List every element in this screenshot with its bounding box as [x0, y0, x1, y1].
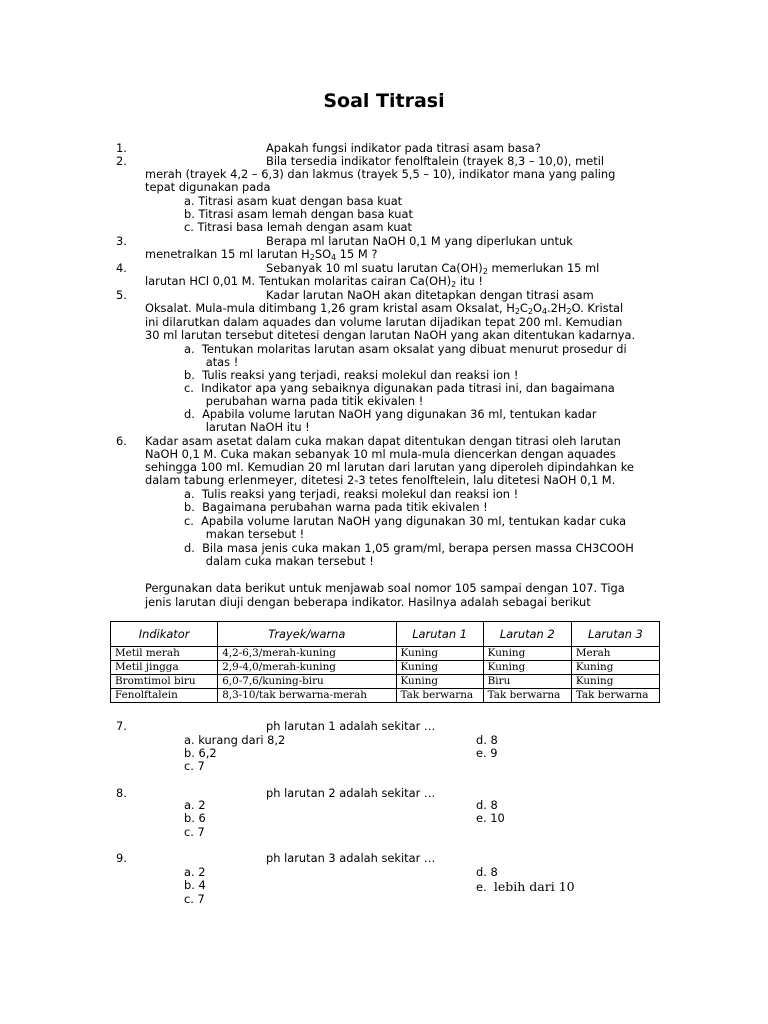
option-b: b. Bagaimana perubahan warna pada titik ekivalen !	[184, 500, 488, 514]
question-number: 3.	[116, 234, 127, 248]
option-d: d. Bila masa jenis cuka makan 1,05 gram/ml, berapa persen massa CH3COOH	[184, 541, 634, 555]
table-row	[111, 689, 660, 703]
table-cell: Kuning	[483, 661, 571, 675]
question-text: Bila tersedia indikator fenolftalein (trayek 8,3 – 10,0), metil	[266, 154, 605, 168]
question-text: Kadar asam asetat dalam cuka makan dapat ditentukan dengan titrasi oleh larutan	[145, 434, 621, 448]
table-cell: Kuning	[396, 675, 483, 689]
column-header: Larutan 1	[396, 622, 483, 647]
table-cell: Kuning	[571, 661, 659, 675]
option-a: a. 2	[184, 798, 206, 812]
question-text: ph larutan 2 adalah sekitar …	[266, 786, 436, 800]
question-text: Kadar larutan NaOH akan ditetapkan dengan titrasi asam	[266, 288, 594, 302]
option-a: a. Titrasi asam kuat dengan basa kuat	[184, 194, 403, 208]
question-number: 4.	[116, 261, 127, 275]
table-cell: Kuning	[483, 647, 571, 661]
table-cell: Kuning	[571, 675, 659, 689]
option-b: b. Titrasi asam lemah dengan basa kuat	[184, 207, 413, 221]
option-c: c. 7	[184, 825, 205, 839]
option-b: b. 6,2	[184, 746, 217, 760]
column-header: Larutan 2	[483, 622, 571, 647]
option-b: b. 6	[184, 811, 206, 825]
option-a: a. 2	[184, 865, 206, 879]
option-c: c. 7	[184, 759, 205, 773]
table-header-row	[111, 622, 660, 647]
table-cell: Merah	[571, 647, 659, 661]
table-cell: Fenolftalein	[111, 689, 218, 703]
table-row	[111, 647, 660, 661]
table-cell: Kuning	[396, 661, 483, 675]
option-c-cont: makan tersebut !	[184, 527, 305, 541]
question-number: 5.	[116, 288, 127, 302]
table-cell: 4,2-6,3/merah-kuning	[218, 647, 396, 661]
option-e: e. 9	[476, 746, 498, 760]
column-header: Trayek/warna	[218, 622, 396, 647]
option-d: d. 8	[476, 865, 498, 879]
option-d: d. 8	[476, 733, 498, 747]
option-d-cont: dalam cuka makan tersebut !	[184, 554, 374, 568]
option-a-cont: atas !	[184, 355, 239, 369]
question-text: Oksalat. Mula-mula ditimbang 1,26 gram kristal asam Oksalat, $H_2C_2O_4.2H_2O$. Kristal	[145, 301, 624, 316]
table-cell: Tak berwarna	[396, 689, 483, 703]
table-cell: 2,9-4,0/merah-kuning	[218, 661, 396, 675]
question-number: 1.	[116, 141, 127, 155]
question-number: 8.	[116, 786, 127, 800]
indicator-table	[110, 621, 660, 703]
intro-text: Pergunakan data berikut untuk menjawab soal nomor 105 sampai dengan 107. Tiga	[145, 581, 625, 595]
column-header: Larutan 3	[571, 622, 659, 647]
question-text: 30 ml larutan tersebut ditetesi dengan larutan NaOH yang akan ditentukan kadarnya.	[145, 328, 636, 342]
table-cell: 6,0-7,6/kuning-biru	[218, 675, 396, 689]
table-cell: Bromtimol biru	[111, 675, 218, 689]
table-cell: Metil merah	[111, 647, 218, 661]
question-number: 7.	[116, 719, 127, 733]
question-number: 2.	[116, 154, 127, 168]
question-text: ini dilarutkan dalam aquades dan volume larutan dijadikan tepat 200 ml. Kemudian	[145, 315, 623, 329]
option-c: c. 7	[184, 892, 205, 906]
table-row	[111, 675, 660, 689]
question-text: larutan HCl 0,01 M. Tentukan molaritas cairan $Ca(OH)_2$ itu !	[145, 274, 483, 289]
option-b: b. Tulis reaksi yang terjadi, reaksi molekul dan reaksi ion !	[184, 368, 519, 382]
option-c-cont: perubahan warna pada titik ekivalen !	[184, 394, 424, 408]
question-text: tepat digunakan pada	[145, 180, 271, 194]
table-cell: Metil jingga	[111, 661, 218, 675]
question-text: merah (trayek 4,2 – 6,3) dan lakmus (trayek 5,5 – 10), indikator mana yang paling	[145, 167, 616, 181]
column-header: Indikator	[111, 622, 218, 647]
question-text: dalam tabung erlenmeyer, ditetesi 2-3 tetes fenolftelein, lalu ditetesi NaOH 0,1 M.	[145, 473, 616, 487]
intro-text: jenis larutan diuji dengan beberapa indikator. Hasilnya adalah sebagai berikut	[145, 595, 591, 609]
option-d-cont: larutan NaOH itu !	[184, 420, 310, 434]
question-text: ph larutan 1 adalah sekitar …	[266, 719, 436, 733]
question-text: Sebanyak 10 ml suatu larutan $Ca(OH)_2$ memerlukan 15 ml	[266, 261, 600, 276]
table-cell: Kuning	[396, 647, 483, 661]
question-number: 9.	[116, 851, 127, 865]
table-cell: Tak berwarna	[483, 689, 571, 703]
option-d: d. Apabila volume larutan NaOH yang digunakan 36 ml, tentukan kadar	[184, 407, 597, 421]
table-row	[111, 661, 660, 675]
question-text: sehingga 100 ml. Kemudian 20 ml larutan dari larutan yang diperoleh dipindahkan ke	[145, 460, 634, 474]
page-title: Soal Titrasi	[323, 90, 445, 112]
question-text: ph larutan 3 adalah sekitar …	[266, 851, 436, 865]
question-text: Apakah fungsi indikator pada titrasi asam basa?	[266, 141, 541, 155]
option-c: c. Apabila volume larutan NaOH yang digunakan 30 ml, tentukan kadar cuka	[184, 514, 627, 528]
question-text: menetralkan 15 ml larutan $H_2SO_4$ 15 M ?	[145, 247, 378, 262]
option-b: b. 4	[184, 878, 206, 892]
option-c: c. Indikator apa yang sebaiknya digunakan pada titrasi ini, dan bagaimana	[184, 381, 615, 395]
option-d: d. 8	[476, 798, 498, 812]
table-cell: 8,3-10/tak berwarna-merah	[218, 689, 396, 703]
table-cell: Biru	[483, 675, 571, 689]
option-a: a. kurang dari 8,2	[184, 733, 286, 747]
option-c: c. Titrasi basa lemah dengan asam kuat	[184, 220, 412, 234]
question-text: Berapa ml larutan NaOH 0,1 M yang diperlukan untuk	[266, 234, 573, 248]
question-text: NaOH 0,1 M. Cuka makan sebanyak 10 ml mula-mula diencerkan dengan aquades	[145, 447, 616, 461]
option-a: a. Tulis reaksi yang terjadi, reaksi molekul dan reaksi ion !	[184, 487, 519, 501]
question-number: 6.	[116, 434, 127, 448]
option-e: e. 10	[476, 811, 505, 825]
table-cell: Tak berwarna	[571, 689, 659, 703]
option-e: e. lebih dari 10	[476, 879, 575, 894]
option-a: a. Tentukan molaritas larutan asam oksalat yang dibuat menurut prosedur di	[184, 342, 627, 356]
